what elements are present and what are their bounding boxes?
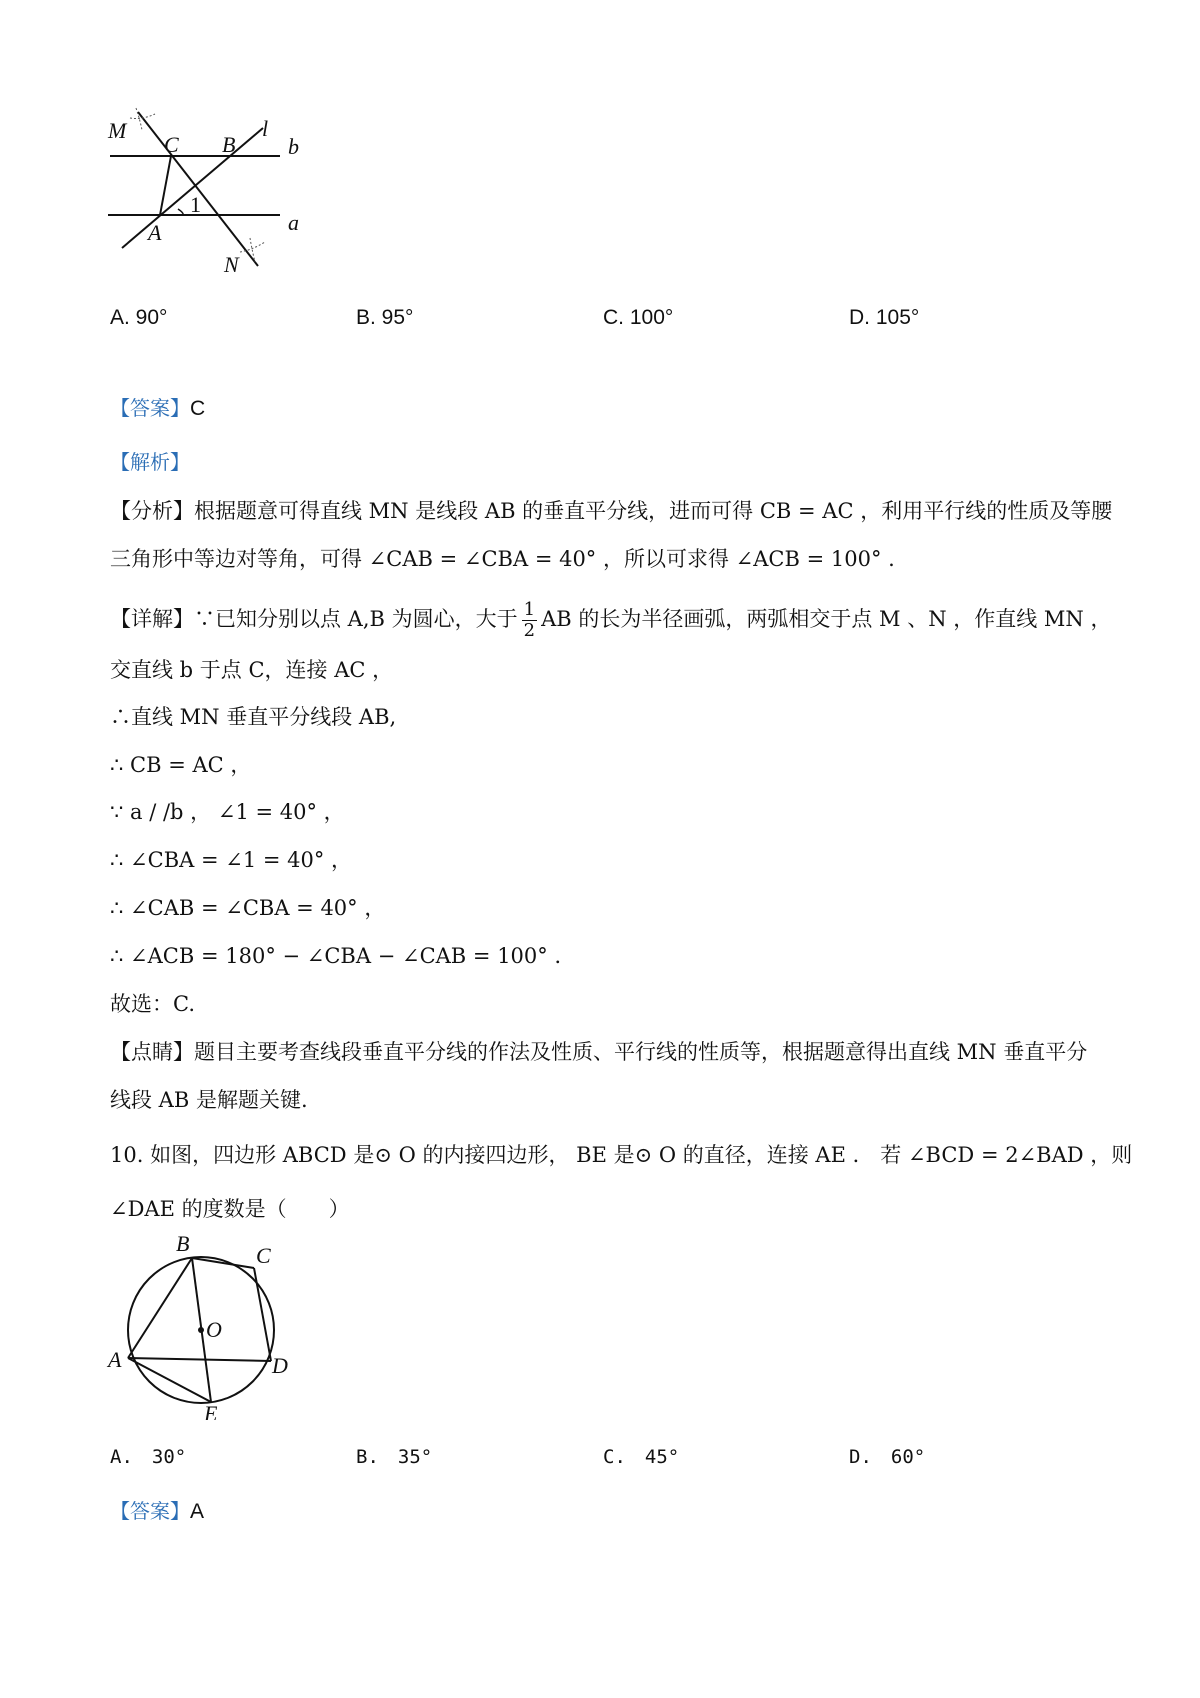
analysis-tag: 【解析】: [110, 450, 190, 474]
answer-value: A: [190, 1500, 205, 1523]
fraction-half: [522, 600, 537, 641]
answer-10: [110, 1496, 204, 1527]
label-c: C: [164, 132, 179, 157]
answer-9: [110, 393, 205, 424]
center-point: [198, 1327, 204, 1333]
dianjing-line-2: 线段 AB 是解题关键.: [110, 1088, 308, 1112]
segment-ad: [128, 1358, 271, 1361]
xiangjie-line-6: ∴ ∠CBA = ∠1 = 40° ，: [110, 848, 353, 872]
label-n: N: [224, 252, 239, 277]
label-b-line: b: [288, 134, 299, 159]
q10-choice-a: A. 30°: [110, 1446, 187, 1468]
q9-choice-a: A. 90°: [110, 306, 168, 329]
xiangjie-line-1-post: AB 的长为半径画弧，两弧相交于点 M 、N ，作直线 MN ，: [541, 607, 1112, 631]
segment-cd: [254, 1268, 271, 1361]
fenxi-line-2: 三角形中等边对等角，可得 ∠CAB = ∠CBA = 40° ，所以可求得 ∠ACB = 100° .: [110, 547, 895, 571]
xiangjie-line-4: ∴ CB = AC ，: [110, 753, 252, 777]
xiangjie-line-1: [110, 600, 1111, 641]
label-e: E: [204, 1401, 218, 1420]
fenxi-line-1: 【分析】根据题意可得直线 MN 是线段 AB 的垂直平分线，进而可得 CB = AC ，利用平行线的性质及等腰: [110, 499, 1113, 523]
label-b: B: [176, 1231, 190, 1256]
segment-ac: [160, 156, 171, 215]
q10-line-1: 10. 如图，四边形 ABCD 是⊙ O 的内接四边形， BE 是⊙ O 的直径，连接 AE ． 若 ∠BCD = 2∠BAD ，则: [110, 1143, 1133, 1167]
xiangjie-line-2: 交直线 b 于点 C，连接 AC ，: [110, 658, 394, 682]
xiangjie-line-9: 故选：C.: [110, 992, 195, 1016]
figure-parallel-lines: [100, 100, 340, 290]
fraction-numerator: 1: [523, 599, 536, 620]
figure-circle-quadrilateral: [100, 1225, 300, 1420]
answer-value: C: [190, 397, 206, 420]
xiangjie-line-3: ∴直线 MN 垂直平分线段 AB,: [110, 705, 397, 729]
label-a-line: a: [288, 210, 299, 235]
label-b-point: B: [222, 132, 236, 157]
dianjing-line-1: 【点睛】题目主要考查线段垂直平分线的作法及性质、平行线的性质等，根据题意得出直线 MN 垂直平分: [110, 1040, 1088, 1064]
q10-line-2: ∠DAE 的度数是（ ）: [110, 1197, 350, 1221]
fraction-denominator: 2: [523, 620, 536, 641]
answer-tag: 【答案】: [110, 1499, 190, 1523]
answer-tag: 【答案】: [110, 396, 190, 420]
label-o: O: [206, 1317, 222, 1342]
q10-choice-c: C. 45°: [603, 1446, 680, 1468]
q10-choice-d: D. 60°: [849, 1446, 926, 1468]
xiangjie-line-7: ∴ ∠CAB = ∠CBA = 40° ，: [110, 896, 386, 920]
q9-choice-c: C. 100°: [603, 306, 674, 329]
label-a-point: A: [148, 220, 162, 245]
label-1: 1: [190, 192, 201, 217]
label-l: l: [262, 116, 269, 141]
q9-choice-d: D. 105°: [849, 306, 920, 329]
q10-choice-b: B. 35°: [356, 1446, 433, 1468]
label-d: D: [272, 1353, 288, 1378]
label-c: C: [256, 1243, 271, 1268]
segment-ab: [128, 1258, 192, 1358]
xiangjie-line-8: ∴ ∠ACB = 180° − ∠CBA − ∠CAB = 100° ．: [110, 944, 576, 968]
label-m: M: [108, 118, 127, 143]
line-l: [122, 128, 263, 248]
q9-choice-b: B. 95°: [356, 306, 414, 329]
label-a: A: [108, 1347, 122, 1372]
xiangjie-line-1-pre: 【详解】∵已知分别以点 A,B 为圆心，大于: [110, 607, 518, 631]
xiangjie-line-5: ∵ a / /b ， ∠1 = 40° ，: [110, 800, 345, 824]
